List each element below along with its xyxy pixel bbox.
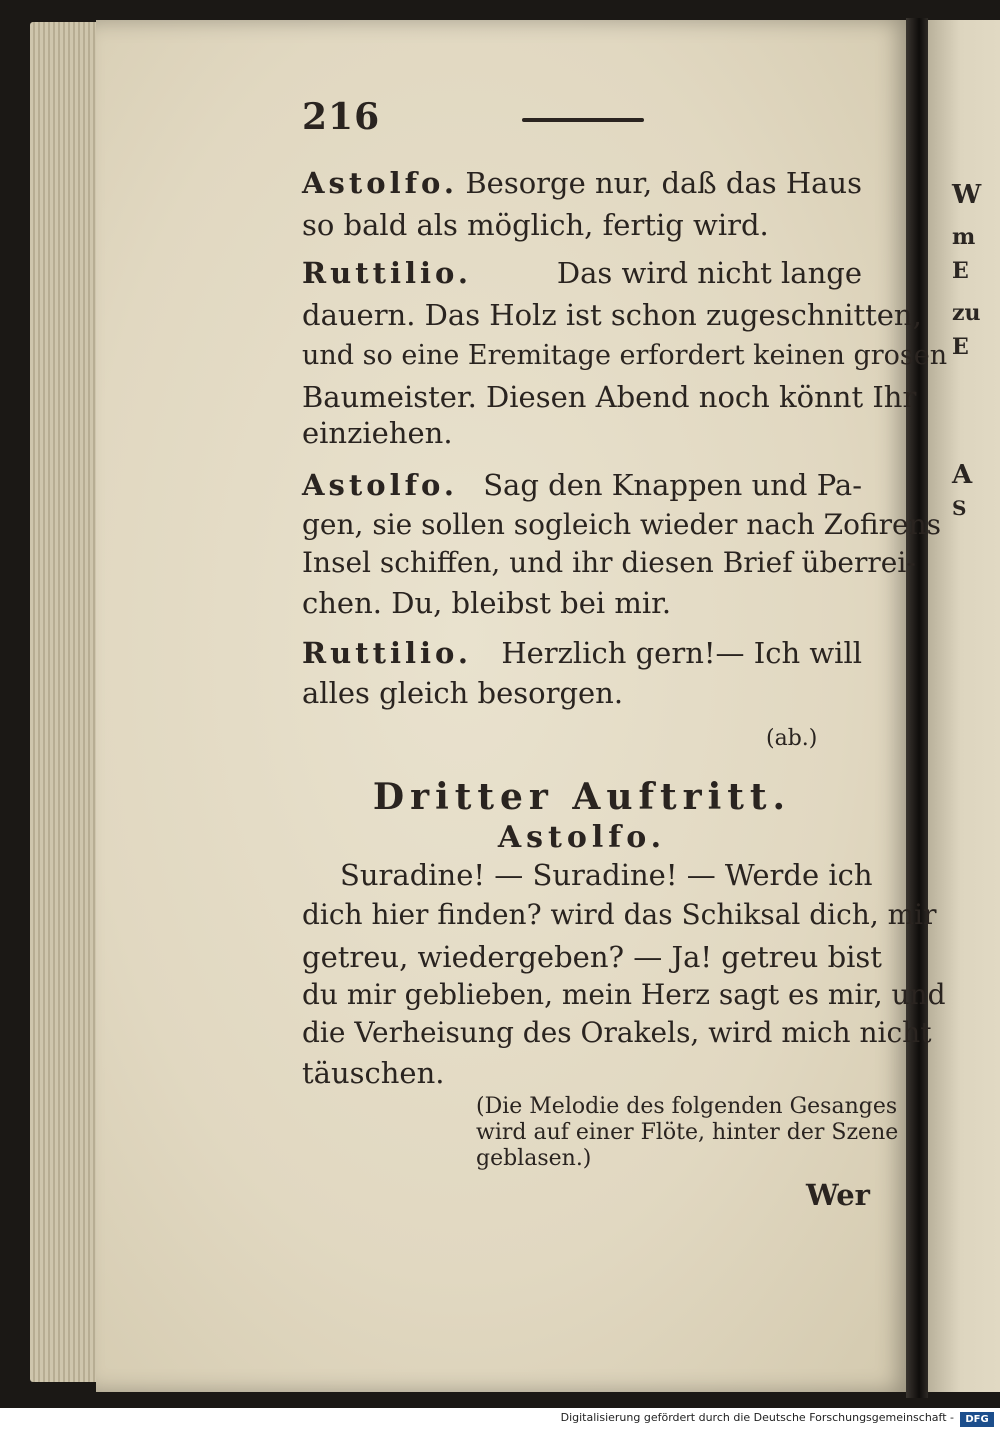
text-line	[302, 468, 862, 502]
monologue-line: die Verheisung des Orakels, wird mich nicht	[302, 1016, 932, 1049]
right-page-fragment: E	[952, 258, 969, 284]
monologue-line: Suradine! — Suradine! — Werde ich	[340, 858, 873, 892]
text-line: Baumeister. Diesen Abend noch könnt Ihr	[302, 380, 917, 414]
dfg-logo: DFG	[960, 1412, 994, 1427]
right-page-fragment: S	[952, 496, 967, 520]
text-line	[302, 636, 862, 670]
text-line: dauern. Das Holz ist schon zugeschnitten,	[302, 298, 922, 332]
text-line: und so eine Eremitage erfordert keinen grosen	[302, 340, 948, 371]
line-text: Herzlich gern!— Ich will	[501, 636, 862, 670]
line-text: Besorge nur, daß das Haus	[465, 166, 862, 200]
book-gutter	[906, 18, 928, 1398]
monologue-line: getreu, wiedergeben? — Ja! getreu bist	[302, 940, 882, 974]
stage-direction-line: wird auf einer Flöte, hinter der Szene	[476, 1120, 899, 1145]
speaker-name: Ruttilio.	[302, 636, 472, 670]
speaker-name: Astolfo.	[302, 468, 458, 502]
text-line: alles gleich besorgen.	[302, 676, 624, 710]
text-line: so bald als möglich, fertig wird.	[302, 208, 769, 242]
scene-title: Dritter Auftritt.	[372, 776, 792, 818]
text-line: Insel schiffen, und ihr diesen Brief überrei-	[302, 546, 916, 579]
catchword: Wer	[806, 1178, 870, 1212]
footer-credit: Digitalisierung gefördert durch die Deutsche Forschungsgemeinschaft -	[560, 1411, 954, 1424]
monologue-line: dich hier finden? wird das Schiksal dich, mir	[302, 898, 937, 931]
monologue-line: du mir geblieben, mein Herz sagt es mir, und	[302, 978, 946, 1011]
right-page-fragment: E	[952, 334, 969, 360]
right-page-edge	[928, 20, 1000, 1392]
monologue-line: täuschen.	[302, 1056, 445, 1090]
speaker-name: Astolfo.	[302, 166, 458, 200]
text-line: gen, sie sollen sogleich wieder nach Zofirens	[302, 508, 941, 541]
line-text: Das wird nicht lange	[556, 256, 862, 290]
header-rule	[522, 118, 644, 122]
stage-direction-line: (Die Melodie des folgenden Gesanges	[476, 1094, 898, 1119]
right-page-fragment: zu	[952, 300, 981, 326]
text-line	[302, 166, 862, 200]
text-line: chen. Du, bleibst bei mir.	[302, 586, 672, 620]
text-line	[302, 256, 862, 290]
right-page-fragment: A	[952, 460, 973, 490]
footer-bar	[0, 1408, 1000, 1431]
stage-direction-line: geblasen.)	[476, 1146, 592, 1171]
text-line: einziehen.	[302, 416, 453, 450]
page-number: 216	[302, 96, 381, 138]
right-page-fragment: m	[952, 224, 976, 250]
line-text: Sag den Knappen und Pa-	[483, 468, 862, 502]
right-page-fragment: W	[952, 180, 982, 210]
exit-direction: (ab.)	[766, 726, 818, 751]
speaker-name: Ruttilio.	[302, 256, 472, 290]
scene-speaker: Astolfo.	[497, 820, 667, 855]
